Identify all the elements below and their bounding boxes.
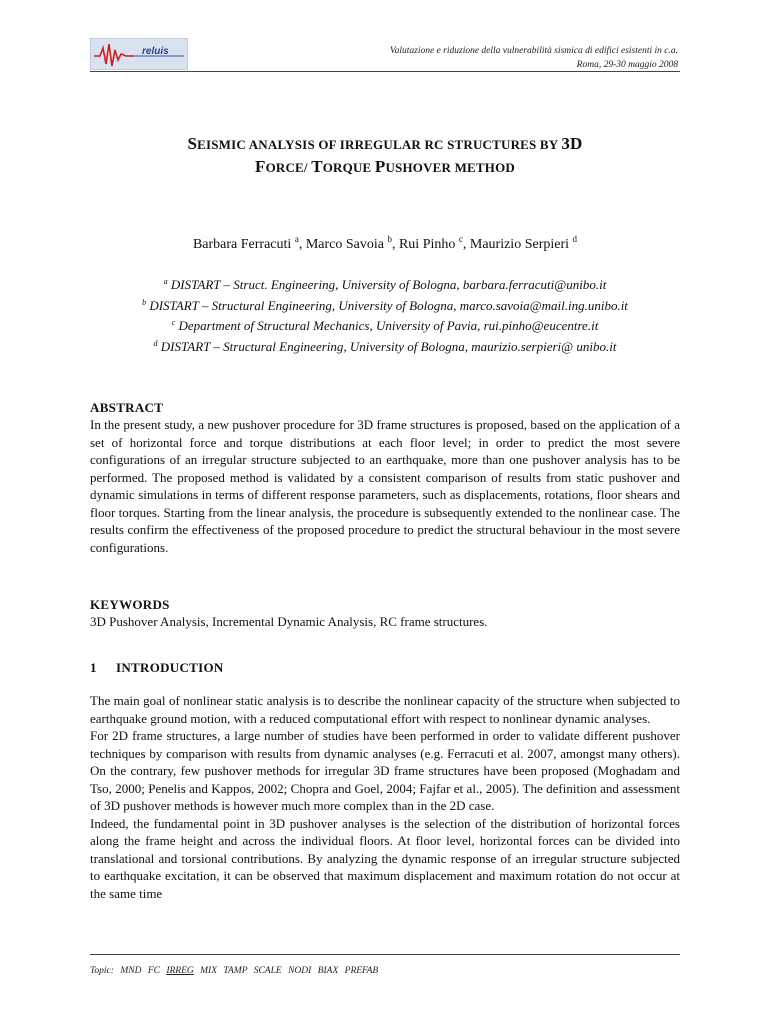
title-initial: P: [374, 157, 386, 176]
topic-item[interactable]: FC: [147, 966, 160, 976]
author-affiliation-marker: a: [294, 234, 299, 244]
affiliation-marker: c: [171, 318, 176, 327]
author-affiliation-marker: c: [458, 234, 463, 244]
abstract-text: In the present study, a new pushover procedure for 3D frame structures is proposed, based on the application of a set of horizontal force and torque distributions at each floor level; in order to predict the most severe configurations of an irregular structure subjected to an earthquake, more than one pushover analysis has to be performed. The proposed method is validated by a consistent comparison of results from static pushover and dynamic simulations in terms of different response parameters, such as displacements, rotations, floor shears and floor torques. Starting from the linear analysis, the procedure is subsequently extended to the nonlinear case. The results confirm the effectiveness of the proposed procedure to predict the structural behaviour in the most severe configurations.: [90, 417, 680, 555]
author-name: Maurizio Serpieri: [469, 237, 570, 252]
affiliation: [90, 335, 680, 356]
introduction-heading: [90, 660, 680, 676]
affiliation-text: Department of Structural Mechanics, University of Pavia, rui.pinho@eucentre.it: [178, 318, 599, 333]
title-text: ORCE/: [265, 160, 312, 175]
topic-item[interactable]: MIX: [200, 966, 218, 976]
title-initial: F: [254, 157, 266, 176]
topic-item[interactable]: PREFAB: [344, 966, 379, 976]
author-name: Barbara Ferracuti: [192, 237, 292, 252]
title-initial: T: [311, 157, 323, 176]
paragraph: For 2D frame structures, a large number of studies have been performed in order to validate different pushover techniques by comparison with results from dynamic analyses (e.g. Ferracuti et al. 2007, amongst many others). On the contrary, few pushover methods for irregular 3D frame structures have been proposed (Moghadam and Tso, 2000; Penelis and Kappos, 2002; Chopra and Goel, 2004; Fajfar et al., 2005). The definition and assessment of 3D pushover methods is however much more complex than in the 2D case.: [90, 728, 680, 813]
affiliation: [90, 294, 680, 315]
title-text: EISMIC ANALYSIS OF IRREGULAR RC STRUCTURES BY: [197, 137, 562, 152]
paper-title: [90, 133, 680, 179]
topic-label: Topic:: [90, 966, 114, 976]
affiliation-text: DISTART – Struct. Engineering, University of Bologna, barbara.ferracuti@unibo.it: [170, 277, 607, 292]
author: [469, 234, 578, 252]
affiliation-marker: b: [142, 297, 147, 307]
topic-item[interactable]: BIAX: [317, 966, 339, 976]
section-number: 1: [90, 660, 97, 675]
keywords-section: [90, 597, 680, 631]
keywords-text: 3D Pushover Analysis, Incremental Dynamic Analysis, RC frame structures.: [90, 614, 488, 629]
author-affiliation-marker: d: [572, 234, 578, 244]
header-divider: [90, 71, 680, 72]
affiliation-text: DISTART – Structural Engineering, University of Bologna, marco.savoia@mail.ing.unibo.it: [149, 297, 628, 313]
topic-item[interactable]: TAMP: [223, 966, 248, 976]
author-name: Rui Pinho: [398, 237, 456, 252]
section-title: INTRODUCTION: [116, 660, 224, 675]
affiliation: [90, 314, 680, 335]
abstract-section: [90, 400, 680, 556]
affiliation-marker: a: [163, 277, 168, 286]
affiliation: [90, 273, 680, 294]
title-text: 3D: [561, 134, 583, 153]
title-initial: S: [187, 134, 198, 153]
title-line-1: [90, 133, 680, 156]
topic-item[interactable]: NODI: [288, 966, 312, 976]
author: [398, 234, 470, 252]
topic-footer: [90, 966, 378, 976]
affiliation-marker: d: [153, 338, 158, 348]
author-separator: ,: [462, 237, 470, 252]
conference-date: Roma, 29-30 maggio 2008: [576, 60, 678, 70]
reluis-logo: [90, 38, 188, 70]
affiliation-text: DISTART – Structural Engineering, University of Bologna, maurizio.serpieri@ unibo.it: [160, 338, 617, 354]
paragraph: Indeed, the fundamental point in 3D pushover analyses is the selection of the distribution of horizontal forces along the frame height and across the individual floors. At floor level, horizontal forces can be divided into translational and torsional contributions. By analyzing the dynamic response of an irregular structure subjected to earthquake excitation, it can be observed that maximum displacement and maximum rotation do not occur at the same time: [90, 815, 680, 901]
title-line-2: [90, 156, 680, 179]
author-name: Marco Savoia: [305, 237, 384, 252]
author-list: [90, 229, 680, 255]
author: [305, 234, 399, 252]
paragraph: The main goal of nonlinear static analysis is to describe the nonlinear capacity of the structure when subjected to earthquake ground motion, with a reduced computational effort with respect to nonlinear dynamic analyses.: [90, 693, 680, 726]
author-affiliation-marker: b: [387, 234, 392, 244]
affiliation-list: [90, 273, 680, 355]
title-text: USHOVER METHOD: [385, 160, 516, 175]
svg-text:reluis: reluis: [142, 46, 169, 57]
topic-item[interactable]: MND: [120, 966, 142, 976]
author-separator: ,: [391, 237, 399, 252]
author-separator: ,: [298, 237, 306, 252]
conference-title: Valutazione e riduzione della vulnerabilità sismica di edifici esistenti in c.a.: [389, 46, 678, 56]
introduction-body: [90, 692, 680, 902]
topic-item[interactable]: SCALE: [253, 966, 282, 976]
author: [192, 234, 306, 252]
keywords-heading: KEYWORDS: [90, 597, 170, 612]
title-text: ORQUE: [322, 160, 375, 175]
conference-header: [390, 44, 678, 72]
topic-item-current[interactable]: IRREG: [166, 966, 194, 976]
footer-divider: [90, 954, 680, 955]
abstract-heading: ABSTRACT: [90, 400, 164, 415]
